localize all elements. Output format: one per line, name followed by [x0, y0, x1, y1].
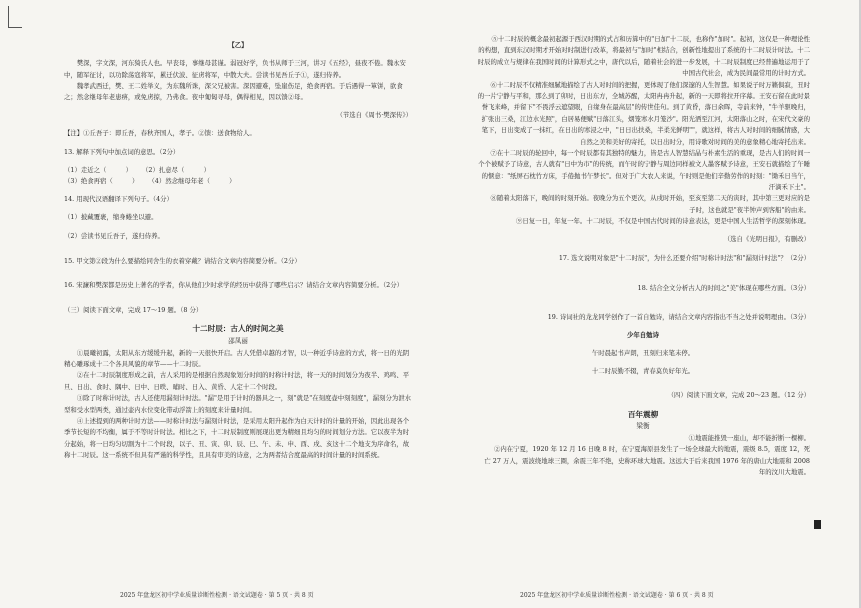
q13-item: （2）扎意尽（ ） [141, 166, 210, 175]
page-footer-left: 2025 年盘龙区初中学业质量诊断性检测 · 语文试题卷 · 第 5 页 · 共 8 页 [120, 592, 314, 599]
article-paragraph: ⑧随着太阳落下，晚间的时刻开始。夜晚分为五个更次，从戌时开始，至亥至第二天的寅时，其中第三更对应的是子时，这也就是"夜半钟声到客船"的由来。 [490, 194, 810, 214]
question-15: 15. 甲文第②段为什么要描绘同舍生的衣着穿戴？请结合文章内容简要分析。（2分） [64, 256, 301, 265]
article-author: 邵凤丽 [228, 336, 248, 345]
crop-mark [8, 6, 23, 28]
article-paragraph: ②内在宁夏，1920 年 12 月 16 日晚 8 时，在宁夏海原县发生了一场全球最大的地震，震级 8.5，震度 12，死亡 27 万人，震波绕地球三圈，余震三年不绝，史称环球大地震。这远大于后来我国 1976 年的唐山大地震和 2008 年的汶川大地震。 [484, 445, 810, 477]
passage-note: 【注】①丘吾子：即丘吾，春秋齐国人，孝子。②馈：送食物给人。 [64, 128, 256, 137]
article-paragraph: ④上述提到的两种计时方法——时称计时法与漏刻计时法，是采用太阳升起作为白天计时的计量的开始，因此出现各个季节长短的不均衡，属于不等时计时法。相比之下，十二时辰制度则展现出更为精细且均匀的时间划分方法。它以夜半为时分起始，将一日均匀切割为十二个时段，以子、丑、寅、卯、辰、巳、午、未、申、酉、戌、亥这十二个地支为序命名，故称十二时辰。这一系统不但具有严谨的科学性，且具有审美的诗意，之为两者结合度最高的时间计量的时间系统。 [64, 416, 410, 460]
article-paragraph: ⑦在十二时辰的轮回中，每一个时辰都有其独特的魅力，皆是古人智慧结晶与朴素生活的重现，是古人们的时间一个个被赋予了诗意，古人就有"日中为市"的传统，而午时的宁静与周边同样被文人墨客赋予诗意，王安石就描绘了午睡的惬意："纸屏石枕竹方床，手倦抛书午梦长"。但对于广大农人来说，午时则是他们辛勤劳作的时刻："锄禾日当午，汗滴禾下土"。 [478, 148, 810, 192]
article-paragraph: ②在十二时辰制度形成之前，古人采用的是根据自然现象划分时间的时称计时法，将一天的时间划分为夜半、鸡鸣、平旦、日出、食时、隅中、日中、日昳、晡时、日入、黄昏、人定十二个时段。 [64, 371, 410, 391]
q13-item: （1）走近之（ ） [64, 166, 132, 175]
q13-item: （4）然念继母年老（ ） [148, 177, 236, 186]
passage-paragraph: 魏孝武西迁，樊、王二姓举义，为东魏所诛，深父兄被害。深因避难，坠崖伤足，绝食再宿。于后遇得一箪饼，欲食之；然念继母年老患痹，或免虏掠，乃弗食。夜中匍匐寻母，偶得相见，因以馈②母。 [64, 81, 403, 102]
right-page [476, 34, 810, 479]
question-14: 14. 用现代汉语翻译下列句子。（4分） [64, 195, 173, 204]
q14-item: （2）尝读书见丘吾子，遂归侍养。 [64, 232, 164, 241]
q14-item: （1）披藏覆裹，缩身蜷坐以避。 [64, 213, 158, 222]
passage-paragraph: 樊深，字文深，河东猗氏人也。早丧母，事继母甚谨。弱冠好学，负书从师于三河，讲习《五经》，昼夜不倦。魏永安中，随军征讨，以功除荡寇将军，累迁伏波、征虏将军，中散大夫。尝读书见吾丘子①，遂归侍养。 [64, 59, 406, 79]
section-3-heading: （三）阅读下面文章，完成 17～19 题。（8 分） [64, 305, 203, 314]
question-18: 18. 结合全文分析古人的时间之"美"体现在哪些方面。（3分） [637, 283, 810, 292]
article-paragraph: ①晨曦初露，太阳从东方缓缓升起，新的一天很快开启。古人凭借卓越的才智，以一种近乎诗意的方式，将一日的光阴精心雕琢成十二个各具风貌的章节——十二时辰。 [64, 348, 410, 369]
article-paragraph: ①地震能推毁一座山，却不能折断一棵柳。 [688, 433, 810, 442]
poem-line: 午时晨起书声朗，丑刻归来笔未停。 [591, 348, 695, 357]
article-paragraph: ⑤十二时辰的概念最初起源于西汉时期的式占和历算中的"日加"十二辰，也称作"加时"。起初，这仅是一种理论性的构想，直到东汉时期才开始对时制进行改革，将最初与"加时"相结合，创新性地提出了系统的十二时辰计时法。十二时辰的成立与规律在我国时间的计算形式之中，唐代以后，随着社会的进一步发展，十二时辰制度已经普遍地运用于了中国古代社会，成为民间最常用的计时方式。 [477, 35, 810, 78]
poem-title: 少年自勉诗 [627, 330, 659, 339]
article-source: （选自《光明日报》，有删改） [723, 235, 810, 244]
left-page [64, 34, 412, 462]
question-13-items [64, 165, 412, 176]
article-paragraph: ③除了时称计时法，古人还使用漏刻计时法。"漏"是用于计时的器具之一，刻"就是"在刻度壶中刻刻度"，漏刻分为泄水型和受水型两类，通过壶内水位变化带动浮箭上的刻度来计量时间。 [64, 394, 412, 414]
article-author: 梁衡 [636, 422, 650, 431]
passage-source: （节选自《周书·樊深传》） [336, 111, 412, 120]
q13-item: （3）绝食再宿（ ） [64, 177, 139, 186]
poem-line: 十二时辰勤不辍，青春莫负好年光。 [591, 366, 695, 375]
question-13-items [64, 176, 412, 187]
article-title: 十二时辰：古人的时间之美 [192, 324, 284, 334]
article-title: 百年震柳 [627, 409, 659, 419]
question-19: 19. 诗词社的龙龙同学创作了一首自勉诗，请结合文章内容指出不当之处并说明理由。（3分） [547, 313, 810, 322]
section-4-heading: （四）阅读下面文章，完成 20～23 题。（12 分） [667, 390, 810, 399]
question-17: 17. 选文说明对象是"十二时辰"，为什么还要介绍"时称计时法"和"漏刻计时法"？（2分） [558, 254, 810, 263]
page-footer-right: 2025 年盘龙区初中学业质量诊断性检测 · 语文试题卷 · 第 6 页 · 共 8 页 [520, 592, 714, 599]
article-paragraph: ⑨日复一日，年复一年。十二时辰，不仅是中国古代时间的诗意表达，更是中国人生活哲学的深刻体现。 [516, 217, 810, 226]
question-16: 16. 宋濂和樊深都是历史上著名的学者，你从他们少时求学的经历中获得了哪些启示？请结合文章内容简要分析。（2分） [64, 281, 403, 290]
scan-mark [814, 520, 821, 529]
section-yi-heading: 【乙】 [228, 41, 248, 50]
article-paragraph: ⑥十二时辰不仅精准细腻地描绘了古人对时间的把握，更体现了他们深邃的人生智慧。如果说子时万籁俱寂，丑时的一片宁静与平和，那么到了卯时，日出东方，全城苏醒，太阳冉冉升起，新的一天即将拉开序幕。王安石留在此时景誉飞来峰，并留下"不畏浮云遮望眼，自缘身在最高层"的传世佳句。到了黄昏，落日余晖，寺前来钟，"牛羊驱晚归，扩张出三桑，江边水光照"，白居易便赋"日落江头，烟笼寒水月笼沙"。阳光洒至江河，太阳落山之时，在宋代文豪的笔下，日出变成了一抹红，在日出的寒浸之中，"日日出扶桑，半柔光鲜明""，就这样，将古人对时间的细腻情感，大自然之美和美好的寄托，以日出时分，用诗歌对时间的美的意象精心地寄托出来。 [477, 80, 810, 146]
question-13: 13. 解释下列句中加点词的意思。（2分） [64, 148, 180, 157]
